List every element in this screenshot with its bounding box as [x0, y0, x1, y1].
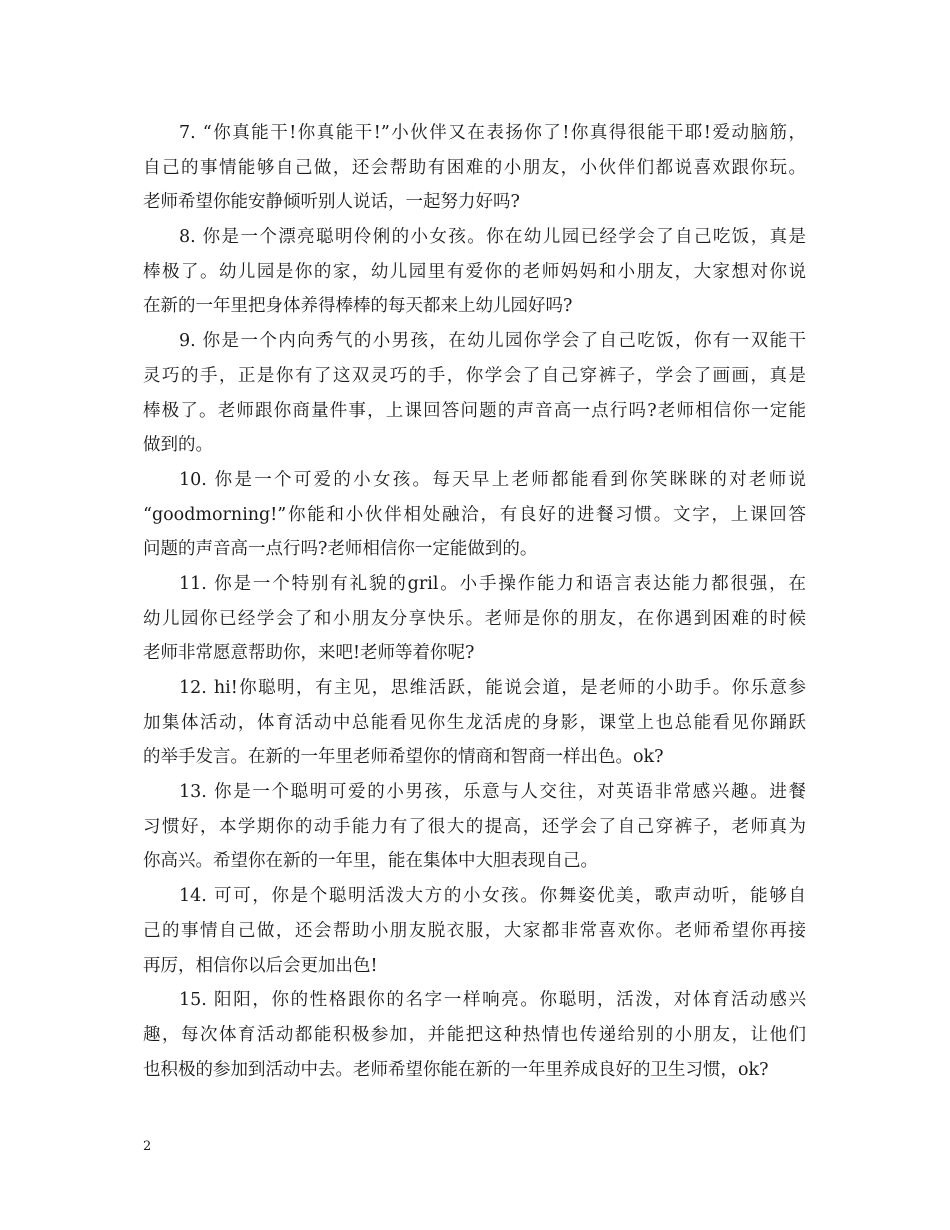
paragraph-line: 12. hi!你聪明，有主见，思维活跃，能说会道，是老师的小助手。你乐意参	[179, 678, 806, 698]
document-body	[143, 116, 806, 1087]
paragraph	[143, 324, 806, 463]
paragraph-line: 做到的。	[143, 435, 213, 456]
paragraph-line: 在新的一年里把身体养得棒棒的每天都来上幼儿园好吗?	[143, 296, 573, 317]
paragraph-line: 趣，每次体育活动都能积极参加，并能把这种热情也传递给别的小朋友，让他们	[143, 1024, 806, 1045]
paragraph-line: 15. 阳阳，你的性格跟你的名字一样响亮。你聪明，活泼，对体育活动感兴	[179, 990, 806, 1011]
paragraph	[143, 671, 806, 775]
paragraph-line: 你高兴。希望你在新的一年里，能在集体中大胆表现自己。	[143, 851, 598, 872]
paragraph-line: 棒极了。幼儿园是你的家，幼儿园里有爱你的老师妈妈和小朋友，大家想对你说	[143, 261, 806, 282]
paragraph	[143, 567, 806, 671]
paragraph-line: 的举手发言。在新的一年里老师希望你的情商和智商一样出色。ok?	[143, 747, 664, 768]
paragraph-line: 自己的事情能够自己做，还会帮助有困难的小朋友，小伙伴们都说喜欢跟你玩。	[143, 157, 806, 178]
paragraph-line: 也积极的参加到活动中去。老师希望你能在新的一年里养成良好的卫生习惯，ok?	[143, 1059, 769, 1080]
paragraph-line: 幼儿园你已经学会了和小朋友分享快乐。老师是你的朋友，在你遇到困难的时候	[143, 608, 806, 629]
page-number: 2	[143, 1139, 152, 1154]
paragraph-line: 8. 你是一个漂亮聪明伶俐的小女孩。你在幼儿园已经学会了自己吃饭，真是	[179, 227, 806, 248]
paragraph-line: 老师希望你能安静倾听别人说话，一起努力好吗?	[143, 192, 520, 213]
paragraph	[143, 879, 806, 983]
paragraph-line: 习惯好，本学期你的动手能力有了很大的提高，还学会了自己穿裤子，老师真为	[143, 816, 806, 837]
paragraph-line: 老师非常愿意帮助你，来吧!老师等着你呢?	[143, 643, 475, 664]
paragraph	[143, 220, 806, 324]
paragraph-line: 再厉，相信你以后会更加出色!	[143, 955, 378, 976]
paragraph-line: 己的事情自己做，还会帮助小朋友脱衣服，大家都非常喜欢你。老师希望你再接	[143, 920, 806, 941]
paragraph-line: 7. “你真能干!你真能干!”小伙伴又在表扬你了!你真得很能干耶!爱动脑筋，	[179, 123, 806, 143]
paragraph	[143, 983, 806, 1087]
paragraph-line: 棒极了。老师跟你商量件事，上课回答问题的声音高一点行吗?老师相信你一定能	[143, 400, 806, 421]
paragraph-line: “goodmorning!”你能和小伙伴相处融洽，有良好的进餐习惯。文字，上课回答	[143, 504, 806, 525]
paragraph-line: 问题的声音高一点行吗?老师相信你一定能做到的。	[143, 539, 538, 560]
paragraph-line: 9. 你是一个内向秀气的小男孩，在幼儿园你学会了自己吃饭，你有一双能干	[179, 331, 806, 352]
paragraph	[143, 116, 806, 220]
paragraph-line: 灵巧的手，正是你有了这双灵巧的手，你学会了自己穿裤子，学会了画画，真是	[143, 365, 806, 386]
paragraph-line: 10. 你是一个可爱的小女孩。每天早上老师都能看到你笑眯眯的对老师说	[179, 469, 806, 490]
paragraph-line: 加集体活动，体育活动中总能看见你生龙活虎的身影，课堂上也总能看见你踊跃	[143, 712, 806, 733]
paragraph-line: 11. 你是一个特别有礼貌的gril。小手操作能力和语言表达能力都很强，在	[179, 573, 806, 594]
paragraph-line: 13. 你是一个聪明可爱的小男孩，乐意与人交往，对英语非常感兴趣。进餐	[179, 782, 806, 803]
paragraph	[143, 775, 806, 879]
paragraph	[143, 463, 806, 567]
paragraph-line: 14. 可可，你是个聪明活泼大方的小女孩。你舞姿优美，歌声动听，能够自	[179, 886, 806, 907]
